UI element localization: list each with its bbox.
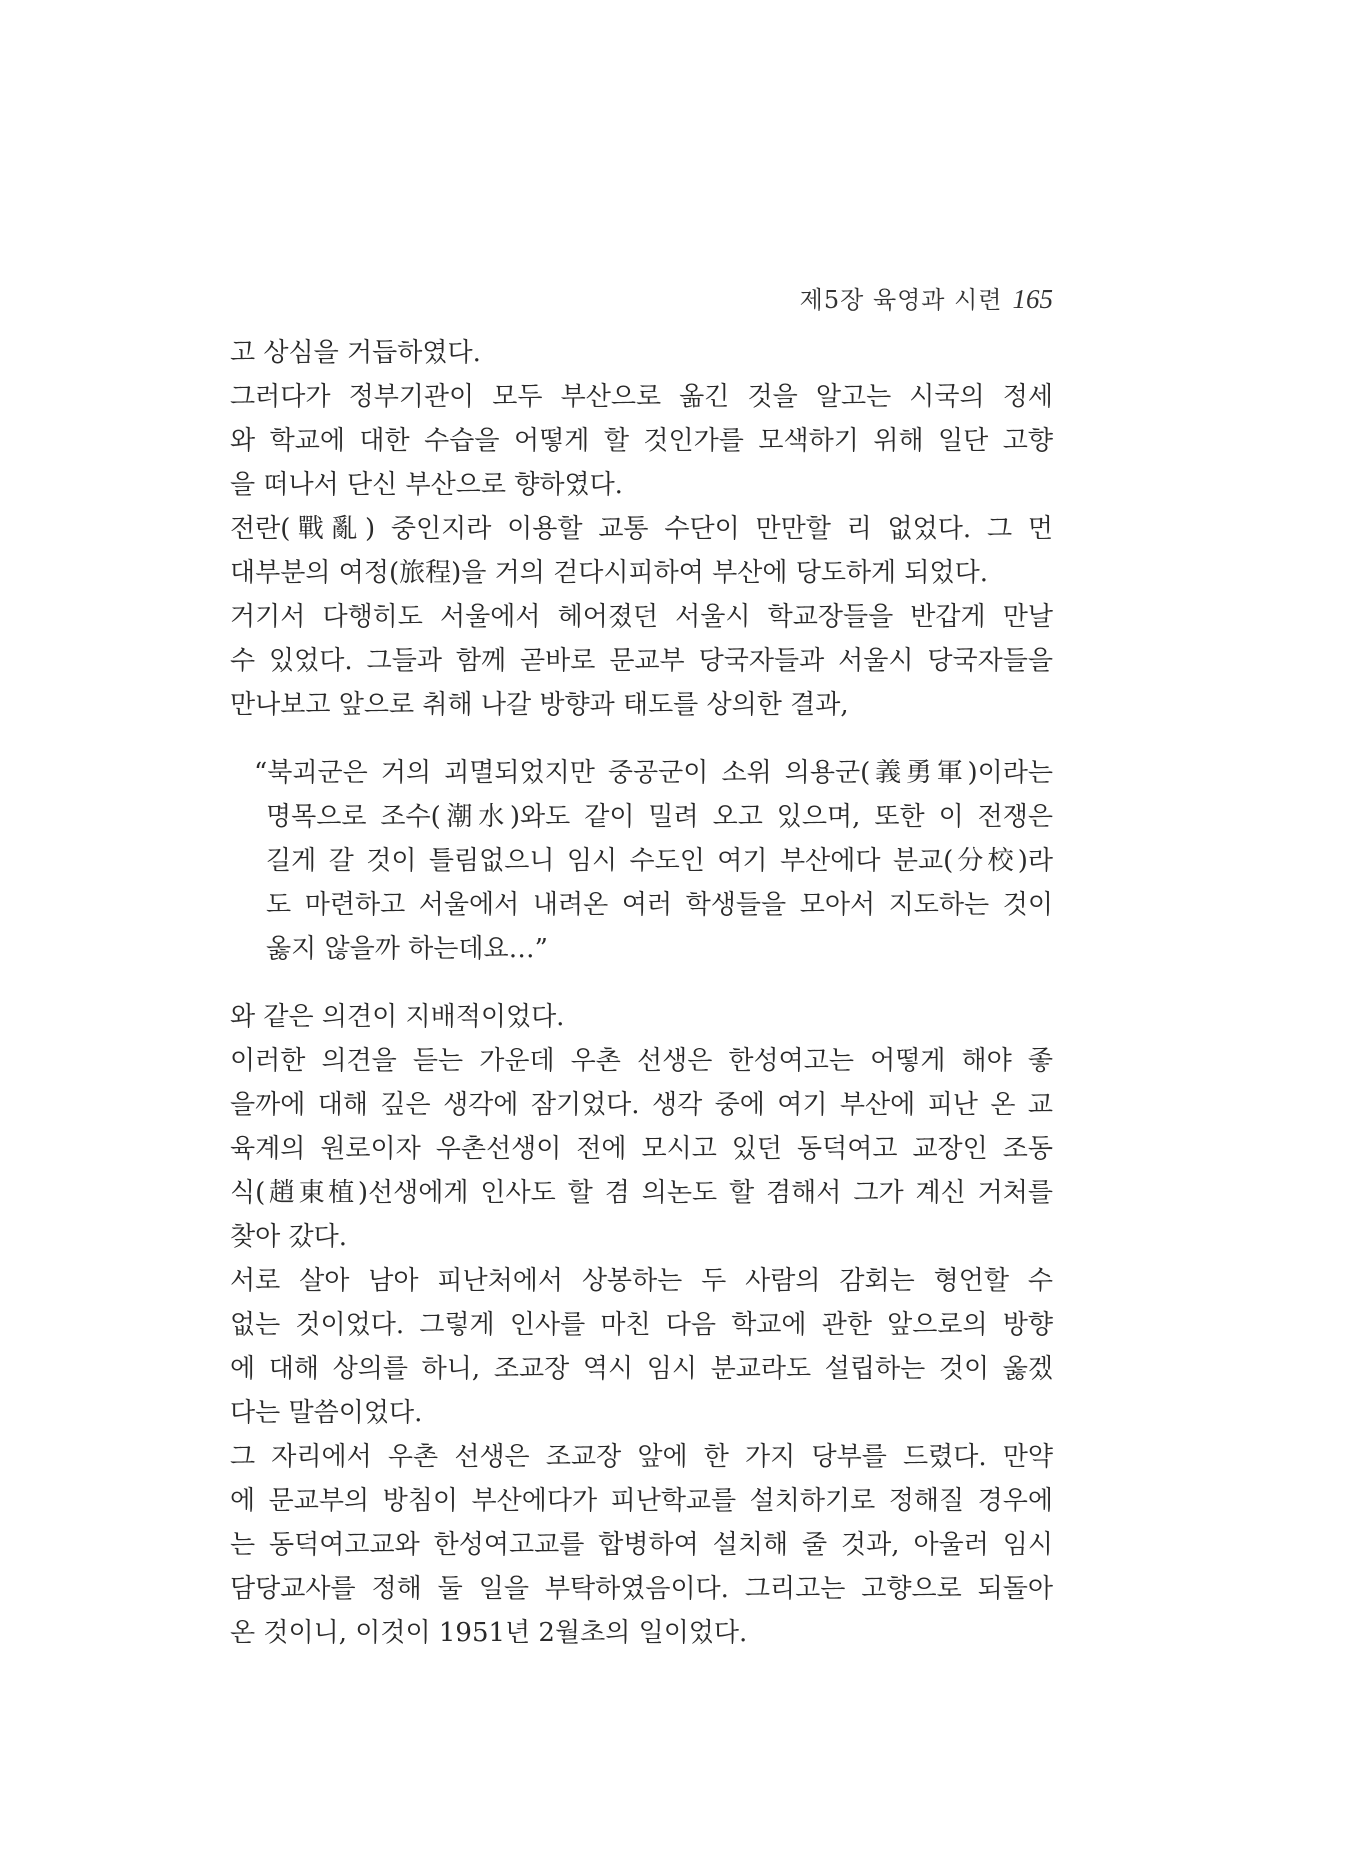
body-text [230, 331, 1053, 1655]
paragraph [230, 1259, 1053, 1435]
text-line: 없는 것이었다. 그렇게 인사를 마친 다음 학교에 관한 앞으로의 방향 [230, 1310, 1053, 1340]
text-line: 을 떠나서 단신 부산으로 향하였다. [230, 470, 623, 500]
quote-line: 옳지 않을까 하는데요…” [266, 934, 548, 964]
text-line: 에 대해 상의를 하니, 조교장 역시 임시 분교라도 설립하는 것이 옳겠 [230, 1354, 1053, 1384]
quote-line: 명목으로 조수(潮水)와도 같이 밀려 오고 있으며, 또한 이 전쟁은 [266, 802, 1053, 832]
text-line: 담당교사를 정해 둘 일을 부탁하였음이다. 그리고는 고향으로 되돌아 [230, 1574, 1053, 1604]
text-line: 그 자리에서 우촌 선생은 조교장 앞에 한 가지 당부를 드렸다. 만약 [230, 1442, 1053, 1472]
text-line: 와 같은 의견이 지배적이었다. [230, 1002, 565, 1032]
text-line: 대부분의 여정(旅程)을 거의 걷다시피하여 부산에 당도하게 되었다. [230, 558, 989, 588]
text-line: 만나보고 앞으로 취해 나갈 방향과 태도를 상의한 결과, [230, 690, 849, 720]
text-line: 는 동덕여고교와 한성여고교를 합병하여 설치해 줄 것과, 아울러 임시 [230, 1530, 1053, 1560]
paragraph [230, 1435, 1053, 1655]
quote-line: 도 마련하고 서울에서 내려온 여러 학생들을 모아서 지도하는 것이 [266, 890, 1053, 920]
block-quote [254, 751, 1053, 971]
text-line: 거기서 다행히도 서울에서 헤어졌던 서울시 학교장들을 반갑게 만날 [230, 602, 1053, 632]
quote-line: 길게 갈 것이 틀림없으니 임시 수도인 여기 부산에다 분교(分校)라 [266, 846, 1053, 876]
text-line: 그러다가 정부기관이 모두 부산으로 옮긴 것을 알고는 시국의 정세 [230, 382, 1053, 412]
text-line: 고 상심을 거듭하였다. [230, 338, 481, 368]
text-line: 서로 살아 남아 피난처에서 상봉하는 두 사람의 감회는 형언할 수 [230, 1266, 1053, 1296]
text-line: 육계의 원로이자 우촌선생이 전에 모시고 있던 동덕여고 교장인 조동 [230, 1134, 1053, 1164]
text-line: 식(趙東植)선생에게 인사도 할 겸 의논도 할 겸해서 그가 계신 거처를 [230, 1178, 1053, 1208]
paragraph [230, 331, 1053, 375]
text-line: 찾아 갔다. [230, 1222, 347, 1252]
paragraph [230, 1039, 1053, 1259]
text-line: 온 것이니, 이것이 1951년 2월초의 일이었다. [230, 1618, 748, 1648]
text-line: 전란(戰亂) 중인지라 이용할 교통 수단이 만만할 리 없었다. 그 먼 [230, 514, 1053, 544]
running-head [770, 280, 1053, 315]
text-line: 수 있었다. 그들과 함께 곧바로 문교부 당국자들과 서울시 당국자들을 [230, 646, 1053, 676]
paragraph [230, 375, 1053, 507]
text-line: 에 문교부의 방침이 부산에다가 피난학교를 설치하기로 정해질 경우에 [230, 1486, 1053, 1516]
page-number: 165 [1012, 284, 1053, 314]
paragraph [230, 595, 1053, 727]
paragraph [230, 995, 1053, 1039]
text-line: 을까에 대해 깊은 생각에 잠기었다. 생각 중에 여기 부산에 피난 온 교 [230, 1090, 1053, 1120]
paragraph [230, 507, 1053, 595]
quote-line: “북괴군은 거의 괴멸되었지만 중공군이 소위 의용군(義勇軍)이라는 [254, 758, 1053, 788]
text-line: 이러한 의견을 듣는 가운데 우촌 선생은 한성여고는 어떻게 해야 좋 [230, 1046, 1053, 1076]
text-line: 다는 말씀이었다. [230, 1398, 423, 1428]
chapter-title: 제5장 육영과 시련 [799, 286, 1003, 314]
text-line: 와 학교에 대한 수습을 어떻게 할 것인가를 모색하기 위해 일단 고향 [230, 426, 1053, 456]
